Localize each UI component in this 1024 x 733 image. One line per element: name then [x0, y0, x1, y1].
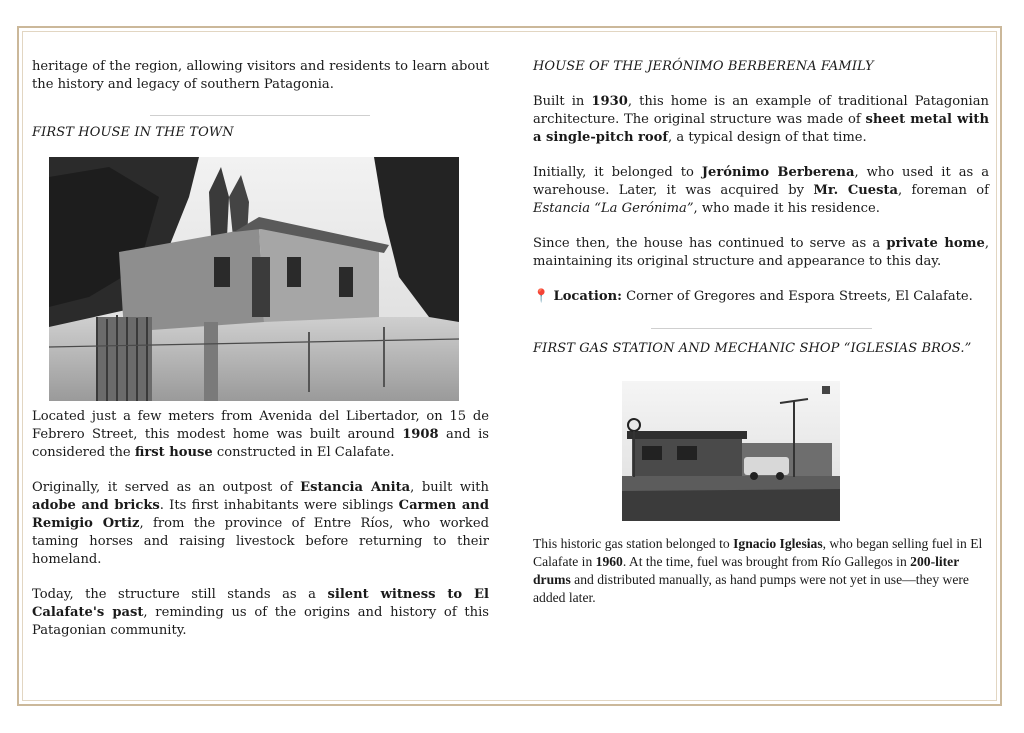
intro-paragraph: heritage of the region, allowing visitors and residents to learn about the history and legacy of southern Patagonia. [32, 59, 489, 92]
section-title-first-house: FIRST HOUSE IN THE TOWN [32, 125, 234, 140]
first-house-paragraph-1: Located just a few meters from Avenida del Libertador, on 15 de Febrero Street, this modest home was built around 1908 and is considered the first house constructed in El Calafate. [32, 409, 489, 460]
right-column [533, 58, 989, 607]
berberena-paragraph-2: Initially, it belonged to Jerónimo Berberena, who used it as a warehouse. Later, it was acquired by Mr. Cuesta, foreman of Estancia “La Gerónima”, who made it his residence. [533, 165, 989, 216]
section-title-berberena: HOUSE OF THE JERÓNIMO BERBERENA FAMILY [533, 59, 874, 74]
first-house-paragraph-3: Today, the structure still stands as a silent witness to El Calafate's past, reminding us of the origins and history of this Patagonian community. [32, 587, 489, 638]
divider [150, 115, 370, 116]
berberena-paragraph-1: Built in 1930, this home is an example of traditional Patagonian architecture. The original structure was made of sheet metal with a single-pitch roof, a typical design of that time. [533, 94, 989, 145]
left-column [32, 58, 489, 640]
section-title-gas-station: FIRST GAS STATION AND MECHANIC SHOP “IGLESIAS BROS.” [533, 341, 972, 356]
divider [651, 328, 872, 329]
gas-station-paragraph: This historic gas station belonged to Ignacio Iglesias, who began selling fuel in El Calafate in 1960. At the time, fuel was brought from Río Gallegos in 200-liter drums and distributed manually, as hand pumps were not yet in use—they were added later. [533, 536, 983, 605]
first-house-photo [32, 157, 489, 401]
location-line: 📍 Location: Corner of Gregores and Espora Streets, El Calafate. [533, 289, 973, 304]
gas-station-photo [533, 369, 989, 527]
berberena-paragraph-3: Since then, the house has continued to serve as a private home, maintaining its original structure and appearance to this day. [533, 236, 989, 269]
map-pin-icon: 📍 [533, 289, 550, 304]
first-house-paragraph-2: Originally, it served as an outpost of Estancia Anita, built with adobe and bricks. Its first inhabitants were siblings Carmen and Remigio Ortiz, from the province of Entre Ríos, who worked taming horses and raising livestock before returning to their homeland. [32, 480, 490, 567]
